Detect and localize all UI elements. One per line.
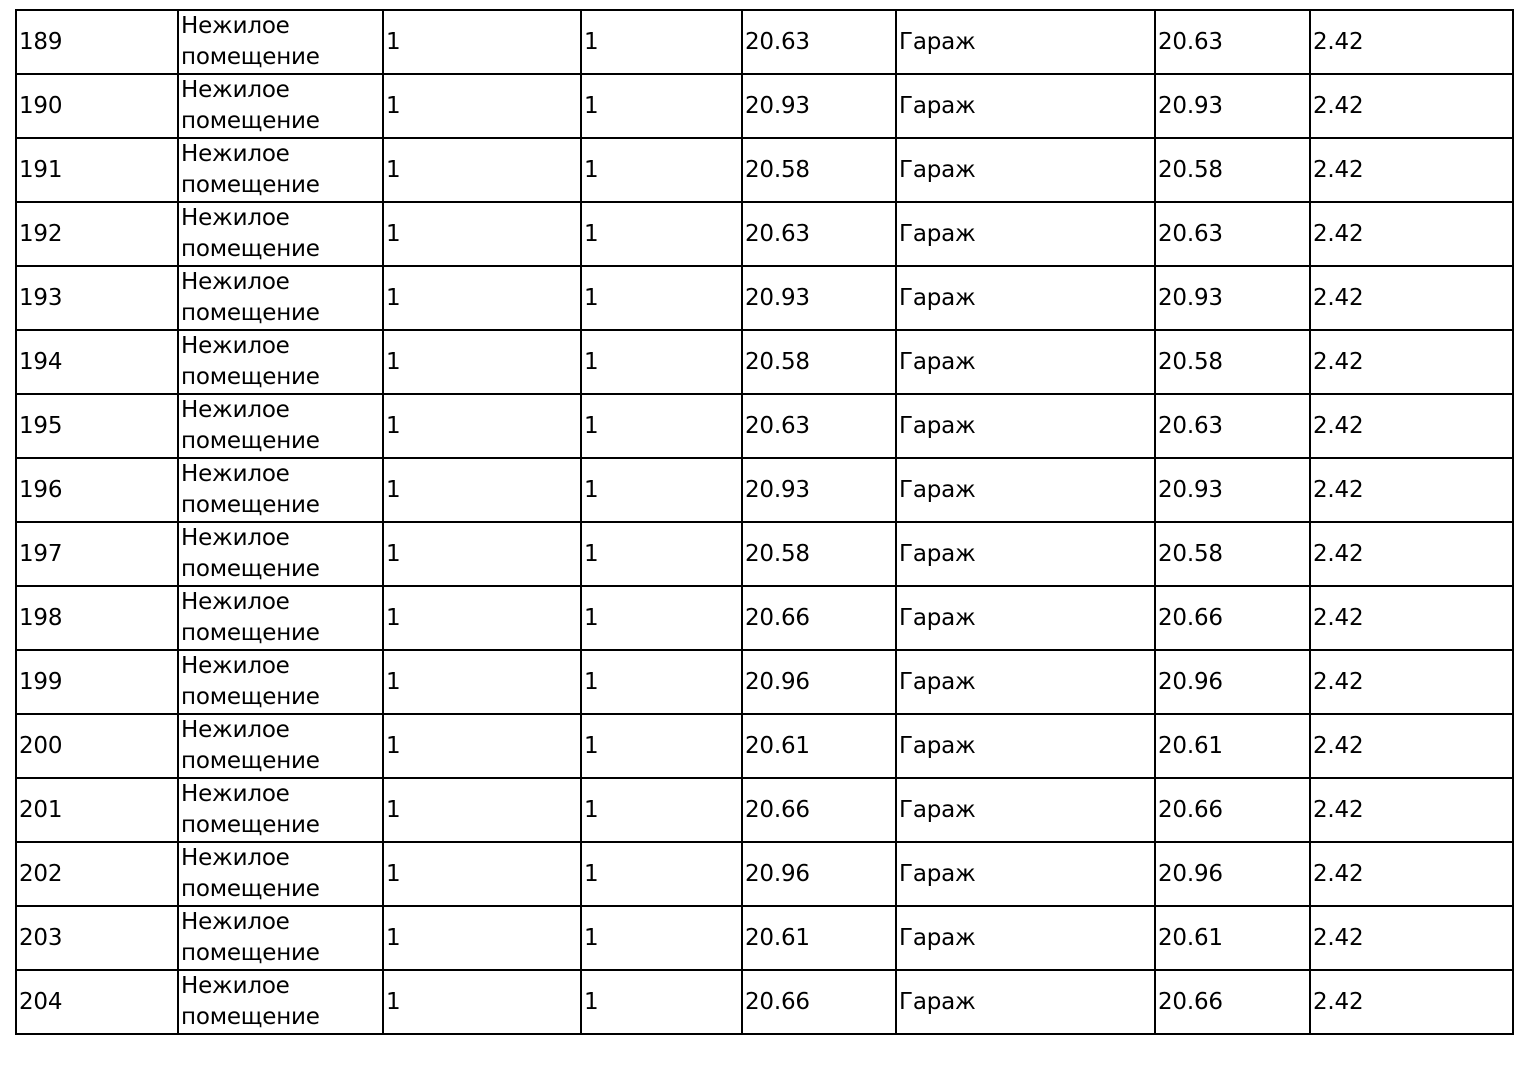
table-row [16,842,1513,906]
table-row [16,906,1513,970]
row-number-cell: 197 [16,522,178,586]
height-cell: 2.42 [1310,714,1513,778]
row-number-cell: 202 [16,842,178,906]
premises-type-cell: Нежилое помещение [178,970,383,1034]
row-number-cell: 196 [16,458,178,522]
height-cell: 2.42 [1310,778,1513,842]
total-area-cell: 20.61 [1155,906,1310,970]
count-cell: 1 [383,778,581,842]
height-cell: 2.42 [1310,266,1513,330]
count-cell: 1 [383,458,581,522]
table-row [16,458,1513,522]
total-area-cell: 20.58 [1155,522,1310,586]
count-cell: 1 [383,394,581,458]
height-cell: 2.42 [1310,586,1513,650]
floor-cell: 1 [581,586,742,650]
total-area-cell: 20.63 [1155,394,1310,458]
purpose-cell: Гараж [896,138,1155,202]
total-area-cell: 20.96 [1155,842,1310,906]
table-row [16,714,1513,778]
height-cell: 2.42 [1310,202,1513,266]
height-cell: 2.42 [1310,842,1513,906]
floor-cell: 1 [581,394,742,458]
row-number-cell: 204 [16,970,178,1034]
height-cell: 2.42 [1310,650,1513,714]
area-cell: 20.93 [742,74,896,138]
row-number-cell: 192 [16,202,178,266]
premises-type-cell: Нежилое помещение [178,458,383,522]
height-cell: 2.42 [1310,138,1513,202]
height-cell: 2.42 [1310,522,1513,586]
count-cell: 1 [383,330,581,394]
area-cell: 20.93 [742,266,896,330]
table-row [16,778,1513,842]
row-number-cell: 189 [16,10,178,74]
count-cell: 1 [383,714,581,778]
count-cell: 1 [383,266,581,330]
area-cell: 20.63 [742,394,896,458]
total-area-cell: 20.63 [1155,10,1310,74]
premises-type-cell: Нежилое помещение [178,522,383,586]
total-area-cell: 20.96 [1155,650,1310,714]
total-area-cell: 20.93 [1155,266,1310,330]
table-row [16,586,1513,650]
premises-type-cell: Нежилое помещение [178,906,383,970]
purpose-cell: Гараж [896,778,1155,842]
area-cell: 20.58 [742,522,896,586]
total-area-cell: 20.66 [1155,586,1310,650]
row-number-cell: 201 [16,778,178,842]
purpose-cell: Гараж [896,266,1155,330]
premises-type-cell: Нежилое помещение [178,74,383,138]
floor-cell: 1 [581,522,742,586]
height-cell: 2.42 [1310,330,1513,394]
area-cell: 20.63 [742,10,896,74]
purpose-cell: Гараж [896,458,1155,522]
row-number-cell: 195 [16,394,178,458]
purpose-cell: Гараж [896,522,1155,586]
purpose-cell: Гараж [896,586,1155,650]
area-cell: 20.66 [742,586,896,650]
area-cell: 20.93 [742,458,896,522]
row-number-cell: 199 [16,650,178,714]
table-row [16,74,1513,138]
count-cell: 1 [383,842,581,906]
area-cell: 20.61 [742,714,896,778]
purpose-cell: Гараж [896,842,1155,906]
table-row [16,138,1513,202]
floor-cell: 1 [581,970,742,1034]
floor-cell: 1 [581,714,742,778]
purpose-cell: Гараж [896,330,1155,394]
area-cell: 20.66 [742,970,896,1034]
floor-cell: 1 [581,906,742,970]
area-cell: 20.61 [742,906,896,970]
premises-type-cell: Нежилое помещение [178,138,383,202]
floor-cell: 1 [581,650,742,714]
floor-cell: 1 [581,842,742,906]
table-row [16,266,1513,330]
premises-type-cell: Нежилое помещение [178,714,383,778]
area-cell: 20.63 [742,202,896,266]
floor-cell: 1 [581,458,742,522]
table-row [16,522,1513,586]
table-body [16,10,1513,1034]
premises-type-cell: Нежилое помещение [178,10,383,74]
total-area-cell: 20.58 [1155,138,1310,202]
count-cell: 1 [383,906,581,970]
height-cell: 2.42 [1310,394,1513,458]
row-number-cell: 203 [16,906,178,970]
premises-type-cell: Нежилое помещение [178,202,383,266]
floor-cell: 1 [581,266,742,330]
table-row [16,330,1513,394]
total-area-cell: 20.93 [1155,74,1310,138]
purpose-cell: Гараж [896,650,1155,714]
row-number-cell: 190 [16,74,178,138]
floor-cell: 1 [581,10,742,74]
count-cell: 1 [383,650,581,714]
premises-type-cell: Нежилое помещение [178,650,383,714]
total-area-cell: 20.66 [1155,970,1310,1034]
purpose-cell: Гараж [896,906,1155,970]
table-row [16,10,1513,74]
purpose-cell: Гараж [896,74,1155,138]
count-cell: 1 [383,522,581,586]
purpose-cell: Гараж [896,970,1155,1034]
count-cell: 1 [383,970,581,1034]
height-cell: 2.42 [1310,906,1513,970]
floor-cell: 1 [581,74,742,138]
area-cell: 20.96 [742,650,896,714]
floor-cell: 1 [581,330,742,394]
height-cell: 2.42 [1310,10,1513,74]
total-area-cell: 20.93 [1155,458,1310,522]
table-row [16,202,1513,266]
premises-type-cell: Нежилое помещение [178,266,383,330]
floor-cell: 1 [581,138,742,202]
row-number-cell: 191 [16,138,178,202]
count-cell: 1 [383,586,581,650]
area-cell: 20.96 [742,842,896,906]
area-cell: 20.58 [742,330,896,394]
purpose-cell: Гараж [896,394,1155,458]
purpose-cell: Гараж [896,714,1155,778]
height-cell: 2.42 [1310,970,1513,1034]
premises-table [15,9,1514,1035]
total-area-cell: 20.58 [1155,330,1310,394]
count-cell: 1 [383,138,581,202]
premises-type-cell: Нежилое помещение [178,778,383,842]
area-cell: 20.58 [742,138,896,202]
table-row [16,650,1513,714]
floor-cell: 1 [581,778,742,842]
count-cell: 1 [383,10,581,74]
count-cell: 1 [383,202,581,266]
premises-type-cell: Нежилое помещение [178,330,383,394]
row-number-cell: 198 [16,586,178,650]
premises-type-cell: Нежилое помещение [178,842,383,906]
premises-type-cell: Нежилое помещение [178,586,383,650]
height-cell: 2.42 [1310,74,1513,138]
premises-type-cell: Нежилое помещение [178,394,383,458]
table-row [16,970,1513,1034]
purpose-cell: Гараж [896,10,1155,74]
row-number-cell: 200 [16,714,178,778]
count-cell: 1 [383,74,581,138]
table-row [16,394,1513,458]
area-cell: 20.66 [742,778,896,842]
total-area-cell: 20.66 [1155,778,1310,842]
floor-cell: 1 [581,202,742,266]
total-area-cell: 20.63 [1155,202,1310,266]
total-area-cell: 20.61 [1155,714,1310,778]
height-cell: 2.42 [1310,458,1513,522]
purpose-cell: Гараж [896,202,1155,266]
row-number-cell: 193 [16,266,178,330]
row-number-cell: 194 [16,330,178,394]
